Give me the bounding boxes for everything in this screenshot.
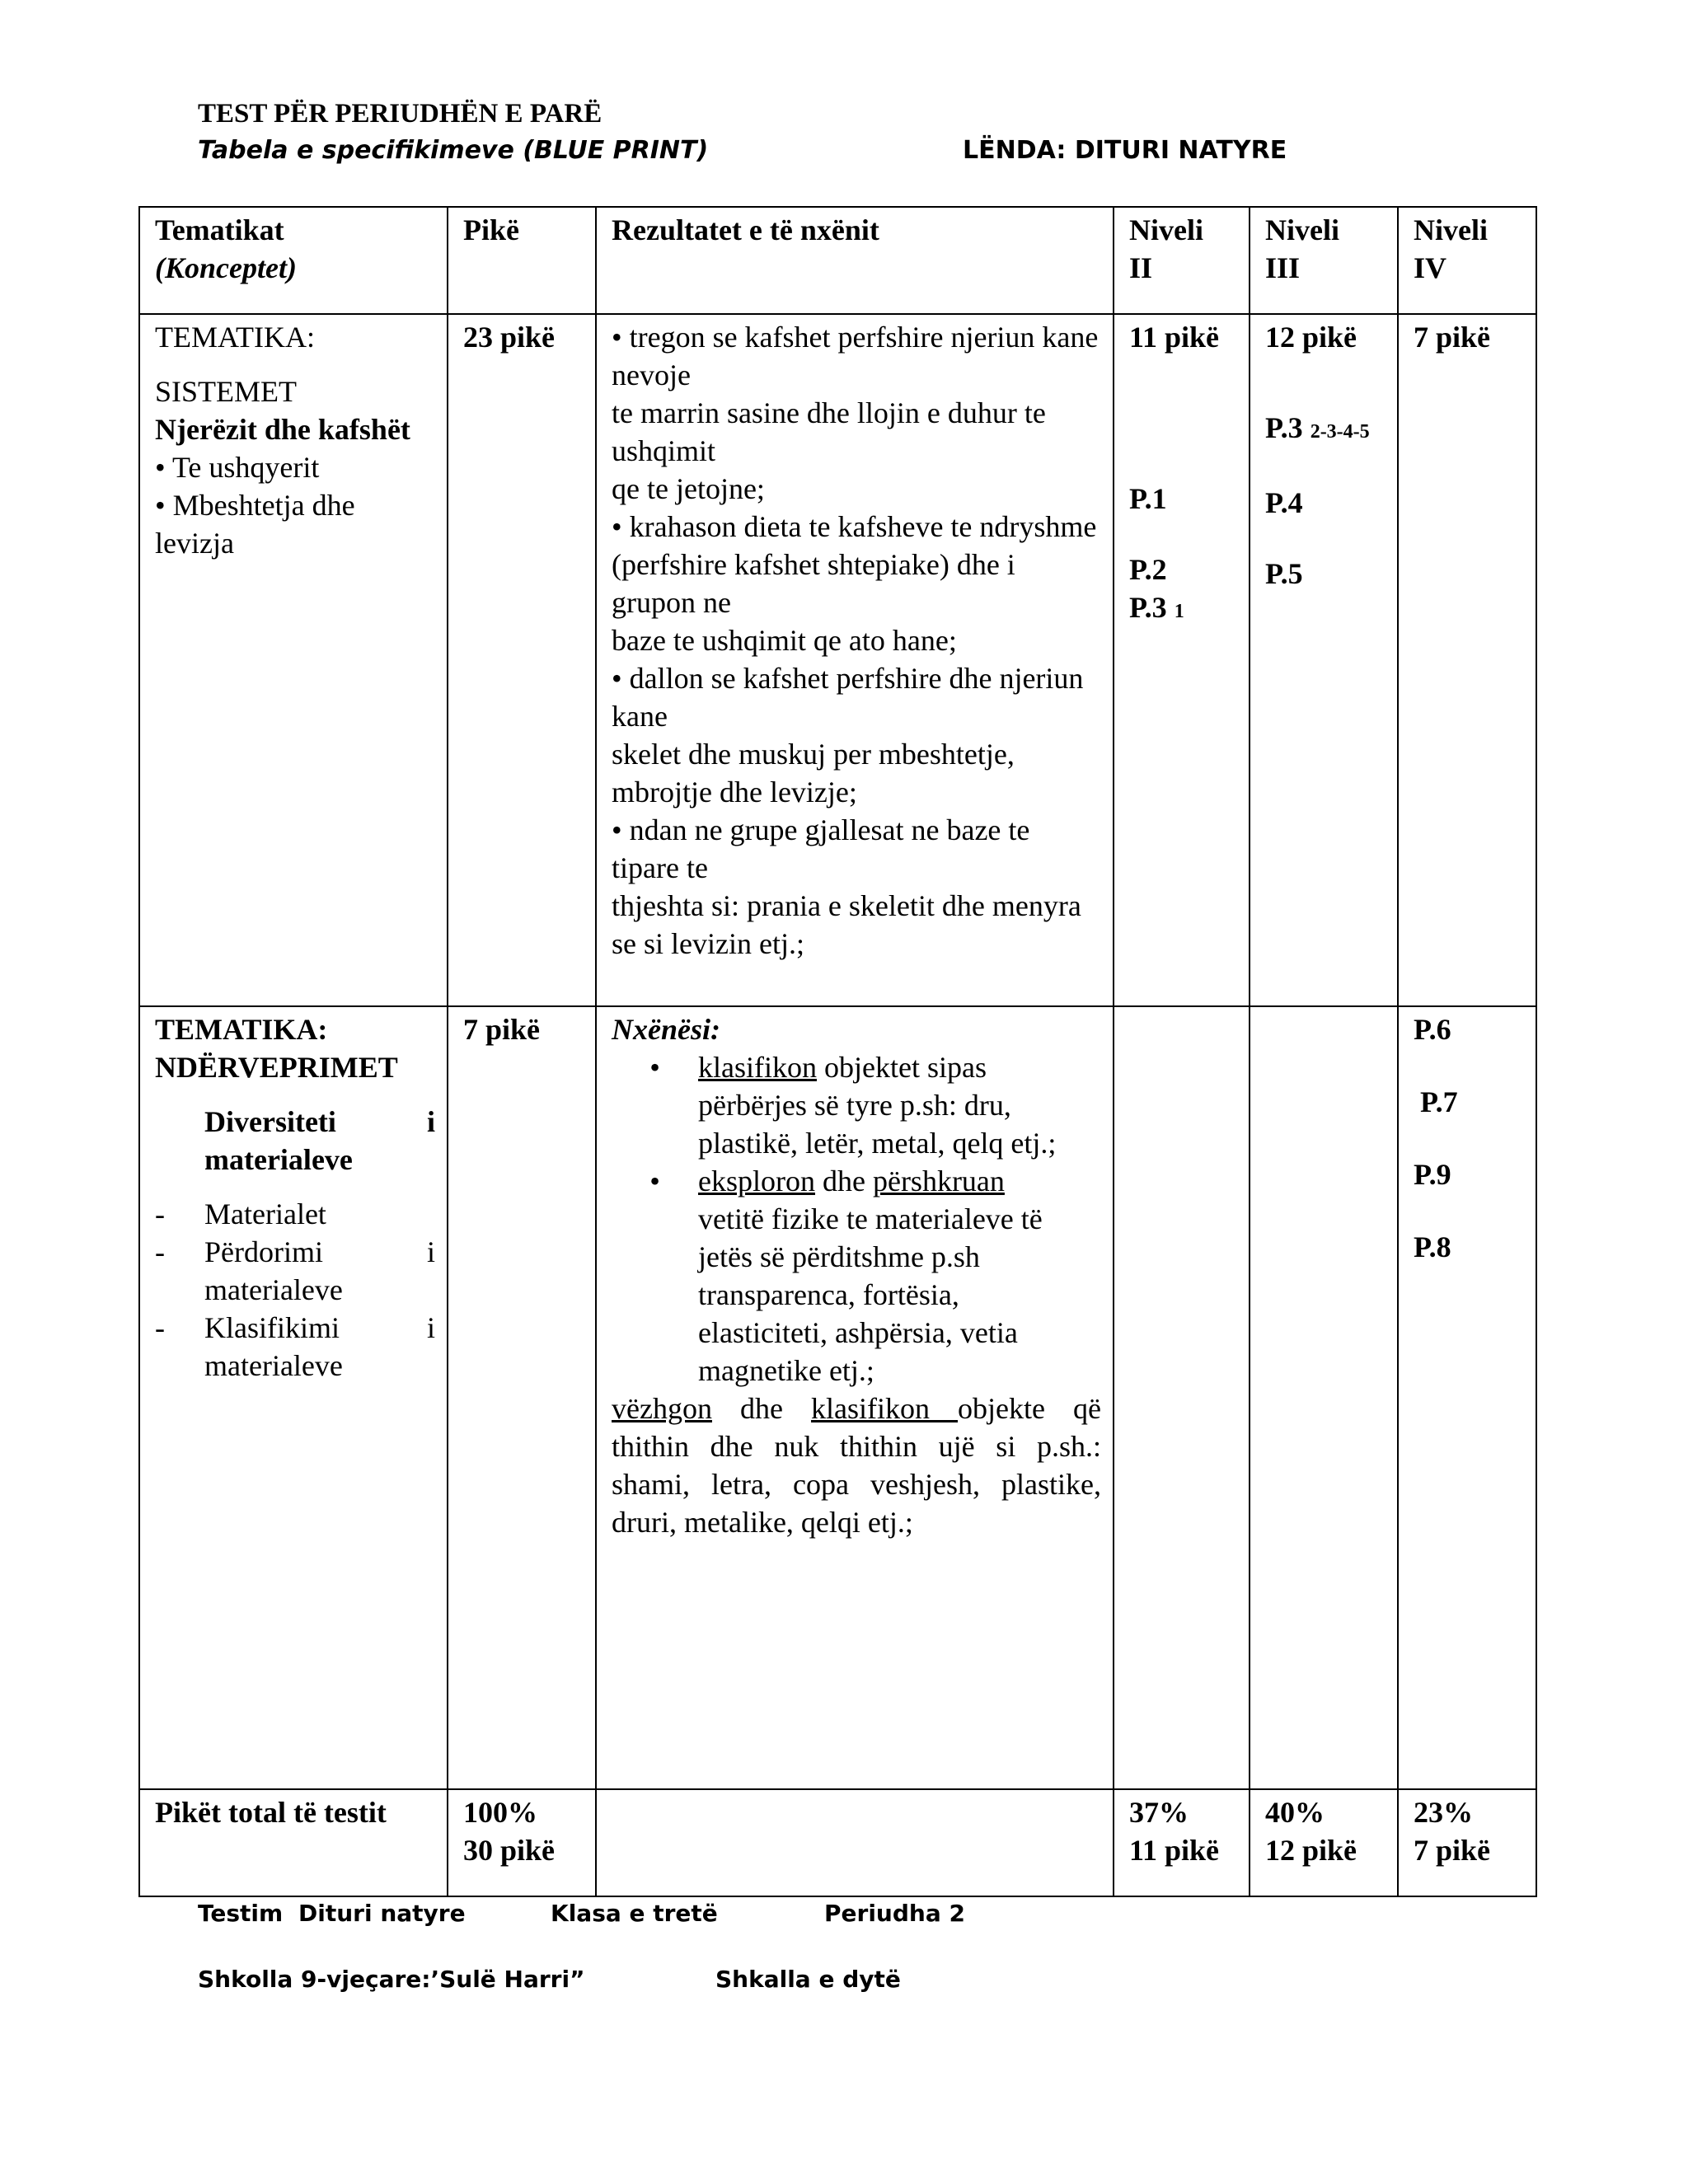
row2-rezultatet-cell [596, 1006, 1114, 1789]
row2-dash1-text: Materialet [204, 1197, 326, 1230]
table-row-nderveprimet [139, 1006, 1536, 1789]
table-header-row [139, 207, 1536, 314]
footer-klasa: Klasa e tretë [551, 1900, 718, 1927]
row2-bullet1: • klasifikon objektet sipas [649, 1051, 987, 1084]
row1-n3-p3: P.3 [1265, 411, 1303, 444]
row1-n2-p2: P.2 [1129, 553, 1167, 586]
row2-b1-underlined: klasifikon [698, 1051, 817, 1084]
header-pike [448, 207, 596, 314]
row1-rez-line: skelet dhe muskuj per mbeshtetje, mbrojtje dhe levizje; [612, 738, 1015, 808]
row1-n4-total: 7 pikë [1414, 321, 1491, 354]
row2-p-l3: shami, letra, copa veshjesh, plastike, [612, 1468, 1101, 1501]
row2-tema-name: NDËRVEPRIMET [155, 1051, 398, 1084]
row1-n2-p3: P.3 [1129, 591, 1167, 624]
row2-n4-item: P.8 [1414, 1230, 1451, 1263]
total-label: Pikët total të testit [155, 1796, 387, 1829]
row2-n4-gap [1414, 1048, 1524, 1083]
row1-pike-cell [448, 314, 596, 1006]
total-n2-pct: 37% [1129, 1796, 1189, 1829]
table-row-sistemet [139, 314, 1536, 1006]
row2-niveli-iii-cell [1250, 1006, 1398, 1789]
header-rezultatet [596, 207, 1114, 314]
row2-b1-l2: përbërjes së tyre p.sh: dru, [698, 1089, 1011, 1122]
row1-n3-p3-sub: 2-3-4-5 [1310, 421, 1370, 443]
header-niveli-iv-a: Niveli [1414, 213, 1488, 246]
total-n3-cell [1250, 1789, 1398, 1896]
row2-dash3-b: i [426, 1311, 435, 1344]
row1-n3-p4: P.4 [1265, 486, 1303, 519]
footer-shkolla: Shkolla 9-vjeçare:’Sulë Harri” [198, 1966, 585, 1993]
row2-diversiteti: Diversiteti [204, 1105, 336, 1138]
total-pike-pct: 100% [463, 1796, 537, 1829]
total-pike-pts: 30 pikë [463, 1834, 556, 1867]
row2-n4-gap [1414, 1193, 1524, 1228]
subject-label: LËNDA: DITURI NATYRE [963, 136, 1287, 165]
document-subtitle: Tabela e specifikimeve (BLUE PRINT) [198, 136, 709, 165]
total-n3-pts: 12 pikë [1265, 1834, 1357, 1867]
row2-tematika-cell [139, 1006, 448, 1789]
row2-b2-underlined2: përshkruan [872, 1165, 1005, 1197]
row2-p-l4: druri, metalike, qelqi etj.; [612, 1506, 913, 1539]
row2-tema-label: TEMATIKA: [155, 1013, 328, 1046]
row2-b2-l3: jetës së përditshme p.sh [698, 1240, 980, 1273]
row1-n3-p3-line [1265, 409, 1386, 451]
row2-dash2-c: materialeve [204, 1273, 343, 1306]
row2-pike: 7 pikë [463, 1013, 541, 1046]
row1-pike: 23 pikë [463, 321, 556, 354]
row1-n3-gap2 [1265, 451, 1386, 484]
row1-niveli-iii-cell [1250, 314, 1398, 1006]
row1-n2-total: 11 pikë [1129, 321, 1220, 354]
header-niveli-ii-b: II [1129, 251, 1153, 284]
row1-n3-gap3 [1265, 522, 1386, 555]
row2-b1-rest: objektet sipas [816, 1051, 987, 1084]
row2-n4-item: P.9 [1414, 1158, 1451, 1191]
row1-tema-item2: • Mbeshtetja dhe levizja [155, 489, 355, 560]
row1-niveli-ii-cell [1114, 314, 1250, 1006]
row1-tematika-cell [139, 314, 448, 1006]
row1-n2-gap2 [1129, 518, 1237, 551]
row1-tema-item1: • Te ushqyerit [155, 451, 320, 484]
total-rezultatet-cell [596, 1789, 1114, 1896]
row1-n2-gap [1129, 356, 1237, 480]
row1-tema-bold: Njerëzit dhe kafshët [155, 413, 410, 446]
row2-p-underlined1: vëzhgon [612, 1392, 712, 1425]
header-konceptet-label: (Konceptet) [155, 251, 297, 284]
row2-p-rest: objekte që [958, 1392, 1101, 1425]
row2-p-underlined2: klasifikon [811, 1392, 959, 1425]
row1-n3-total: 12 pikë [1265, 321, 1357, 354]
row1-tema-name: SISTEMET [155, 375, 298, 408]
header-pike-label: Pikë [463, 213, 519, 246]
row1-rez-line: • tregon se kafshet perfshire njeriun kane nevoje [612, 321, 1099, 391]
header-rezultatet-label: Rezultatet e të nxënit [612, 213, 879, 246]
row2-niveli-ii-cell [1114, 1006, 1250, 1789]
row2-p-mid: dhe [711, 1392, 812, 1425]
row1-tema-label: TEMATIKA: [155, 321, 315, 354]
row1-n2-p3-sub: 1 [1174, 601, 1184, 622]
row2-n4-item: P.6 [1414, 1013, 1451, 1046]
header-niveli-iii [1250, 207, 1398, 314]
row1-rez-line: (perfshire kafshet shtepiake) dhe i grupon ne [612, 548, 1015, 619]
row1-rez-line: thjeshta si: prania e skeletit dhe menyra se si levizin etj.; [612, 889, 1081, 960]
row1-rez-line: baze te ushqimit qe ato hane; [612, 624, 957, 657]
table-total-row [139, 1789, 1536, 1896]
total-n2-cell [1114, 1789, 1250, 1896]
row2-dash2: - Përdorimi i [155, 1233, 435, 1271]
row2-b2-l4: transparenca, fortësia, [698, 1278, 959, 1311]
row2-b2-l5: elasticiteti, ashpërsia, vetia [698, 1316, 1018, 1349]
row2-materialeve: materialeve [204, 1143, 353, 1176]
row2-bullet2: • eksploron dhe përshkruan [649, 1165, 1005, 1197]
header-niveli-iv-b: IV [1414, 251, 1447, 284]
row2-p-line1 [612, 1390, 1101, 1427]
total-label-cell [139, 1789, 448, 1896]
row2-gap [155, 1086, 435, 1103]
row1-rez-line: • ndan ne grupe gjallesat ne baze te tipare te [612, 813, 1030, 884]
total-n4-pct: 23% [1414, 1796, 1473, 1829]
row1-n2-p3-line [1129, 588, 1237, 630]
row2-niveli-iv-cell [1398, 1006, 1536, 1789]
header-niveli-ii-a: Niveli [1129, 213, 1203, 246]
row2-dash3-c: materialeve [204, 1349, 343, 1382]
row1-rez-line: qe te jetojne; [612, 472, 765, 505]
row2-dash3: - Klasifikimi i [155, 1309, 435, 1347]
row1-niveli-iv-cell [1398, 314, 1536, 1006]
row1-rez-line: • dallon se kafshet perfshire dhe njeriun kane [612, 662, 1084, 733]
row1-rezultatet-cell [596, 314, 1114, 1006]
header-niveli-iv [1398, 207, 1536, 314]
footer-testim: Testim [198, 1900, 284, 1927]
row2-dash2-a: Përdorimi [204, 1235, 323, 1268]
total-n4-pts: 7 pikë [1414, 1834, 1491, 1867]
row2-b2-l6: magnetike etj.; [698, 1354, 874, 1387]
blueprint-table [138, 206, 1537, 1897]
document-title: TEST PËR PERIUDHËN E PARË [198, 99, 603, 129]
row1-n3-gap [1265, 356, 1386, 409]
total-n3-pct: 40% [1265, 1796, 1325, 1829]
row2-b1-l3: plastikë, letër, metal, qelq etj.; [698, 1127, 1057, 1160]
footer-lenda: Dituri natyre [298, 1900, 466, 1927]
total-pike-cell [448, 1789, 596, 1896]
row1-rez-line: • krahason dieta te kafsheve te ndryshme [612, 510, 1097, 543]
row2-pike-cell [448, 1006, 596, 1789]
row1-gap [155, 356, 435, 373]
row2-b2-l2: vetitë fizike te materialeve të [698, 1202, 1043, 1235]
row2-dash1: - Materialet [155, 1195, 435, 1233]
header-tematikat-label: Tematikat [155, 213, 284, 246]
header-niveli-iii-a: Niveli [1265, 213, 1339, 246]
row2-nxenesi: Nxënësi: [612, 1013, 720, 1046]
row1-rez-line: te marrin sasine dhe llojin e duhur te ushqimit [612, 396, 1046, 467]
header-tematikat [139, 207, 448, 314]
row1-n3-p5: P.5 [1265, 557, 1303, 590]
row2-gap2 [155, 1179, 435, 1195]
header-niveli-iii-b: III [1265, 251, 1301, 284]
row2-dash2-b: i [426, 1235, 435, 1268]
row2-diversiteti-line [155, 1103, 435, 1141]
total-n2-pts: 11 pikë [1129, 1834, 1220, 1867]
row2-dash3-a: Klasifikimi [204, 1311, 340, 1344]
footer-periudha: Periudha 2 [824, 1900, 965, 1927]
row2-n4-item: P.7 [1420, 1085, 1458, 1118]
total-n4-cell [1398, 1789, 1536, 1896]
footer-shkalla: Shkalla e dytë [715, 1966, 901, 1993]
row2-b2-mid: dhe [814, 1165, 873, 1197]
row1-n2-p1: P.1 [1129, 482, 1167, 515]
row2-n4-gap [1414, 1121, 1524, 1155]
row2-b2-underlined1: eksploron [698, 1165, 815, 1197]
row2-p-l2: thithin dhe nuk thithin ujë si p.sh.: [612, 1430, 1101, 1463]
header-niveli-ii [1114, 207, 1250, 314]
row2-diversiteti-i: i [426, 1105, 435, 1138]
